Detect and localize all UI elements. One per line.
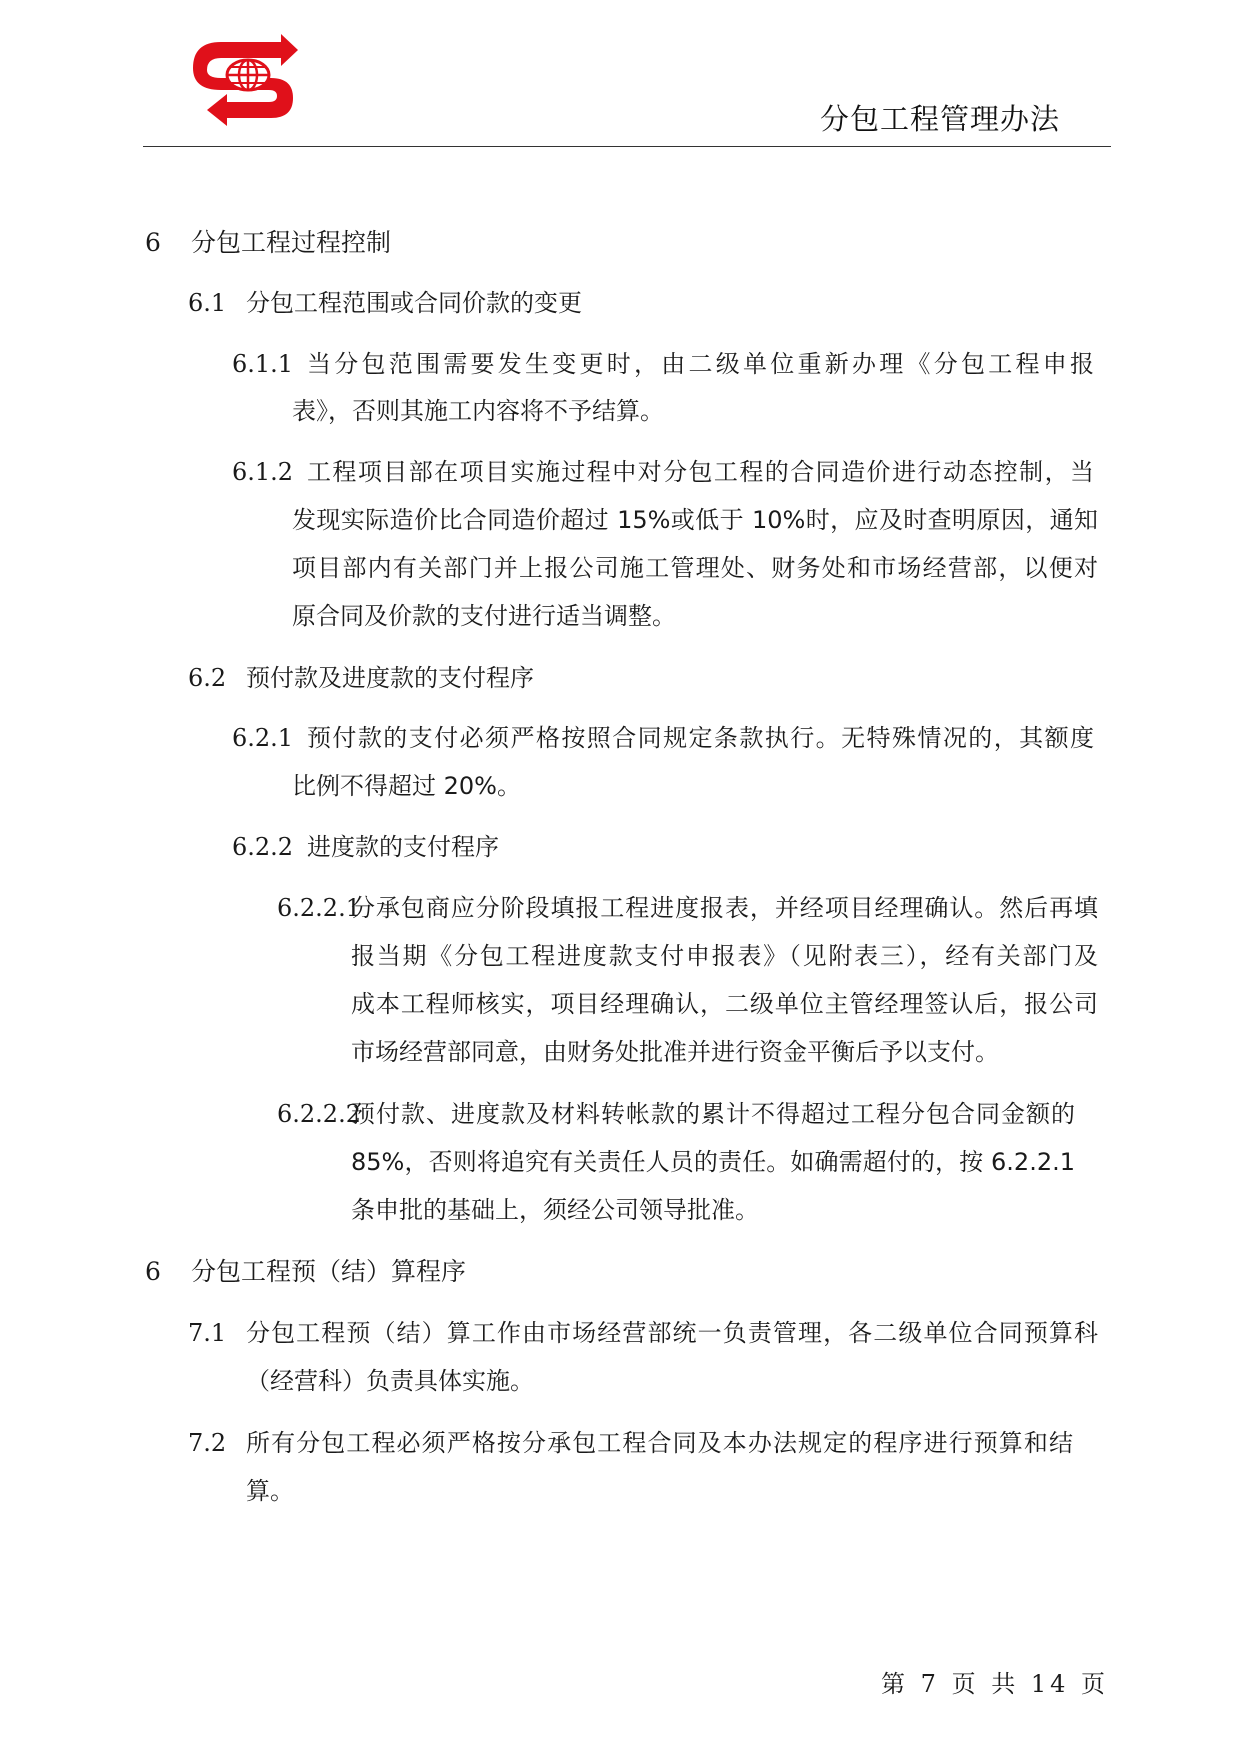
clause-6-2-2 <box>232 832 499 862</box>
clause-line: 分承包商应分阶段填报工程进度报表，并经项目经理确认。然后再填 <box>351 894 1098 922</box>
clause-line: 预付款的支付必须严格按照合同规定条款执行。无特殊情况的，其额度 <box>307 724 1094 752</box>
subsection-number: 6.1 <box>188 289 227 317</box>
subsection-heading <box>188 288 582 318</box>
clause-6-2-2-1 <box>277 893 1098 923</box>
clause-number: 7.2 <box>188 1429 227 1457</box>
clause-number: 7.1 <box>188 1319 227 1347</box>
clause-7-1 <box>188 1318 1098 1348</box>
clause-line: 所有分包工程必须严格按分承包工程合同及本办法规定的程序进行预算和结 <box>246 1429 1073 1457</box>
clause-line: 预付款、进度款及材料转帐款的累计不得超过工程分包合同金额的 <box>351 1100 1075 1128</box>
section-title: 分包工程过程控制 <box>191 228 392 257</box>
subsection-number: 6.2 <box>188 664 227 692</box>
clause-number: 6.2.2 <box>232 833 294 861</box>
clause-line: 比例不得超过 20%。 <box>292 772 521 800</box>
clause-line: 发现实际造价比合同造价超过 15%或低于 10%时，应及时查明原因，通知 <box>292 506 1098 534</box>
clause-line: 算。 <box>246 1477 294 1505</box>
clause-6-2-2-2 <box>277 1099 1075 1129</box>
section-heading <box>145 1257 466 1287</box>
section-number: 6 <box>145 1257 161 1286</box>
clause-number: 6.2.1 <box>232 724 294 752</box>
clause-line: （经营科）负责具体实施。 <box>246 1367 534 1395</box>
section-heading <box>145 228 391 258</box>
clause-line: 工程项目部在项目实施过程中对分包工程的合同造价进行动态控制，当 <box>307 458 1094 486</box>
clause-6-1-1 <box>232 349 1098 379</box>
clause-line: 成本工程师核实，项目经理确认，二级单位主管经理签认后，报公司 <box>351 990 1098 1018</box>
section-title: 分包工程预（结）算程序 <box>191 1257 467 1286</box>
subsection-heading <box>188 663 534 693</box>
page-number: 第 7 页 共 14 页 <box>881 1670 1109 1698</box>
clause-line: 原合同及价款的支付进行适当调整。 <box>292 602 676 630</box>
subsection-title: 预付款及进度款的支付程序 <box>246 664 534 692</box>
clause-7-2 <box>188 1428 1073 1458</box>
clause-line: 市场经营部同意，由财务处批准并进行资金平衡后予以支付。 <box>351 1038 999 1066</box>
clause-6-1-2 <box>232 457 1098 487</box>
clause-line: 当分包范围需要发生变更时，由二级单位重新办理《分包工程申报 <box>307 350 1094 378</box>
clause-number: 6.2.2.2 <box>277 1100 361 1128</box>
clause-number: 6.2.2.1 <box>277 894 361 922</box>
clause-line: 条申批的基础上，须经公司领导批准。 <box>351 1196 759 1224</box>
header-divider <box>143 146 1111 147</box>
section-number: 6 <box>145 228 161 257</box>
clause-line: 报当期《分包工程进度款支付申报表》（见附表三），经有关部门及 <box>351 942 1098 970</box>
clause-line: 表》，否则其施工内容将不予结算。 <box>292 397 664 425</box>
clause-title: 进度款的支付程序 <box>307 833 499 861</box>
document-title: 分包工程管理办法 <box>819 102 1060 136</box>
company-logo <box>193 28 303 128</box>
clause-6-2-1 <box>232 723 1098 753</box>
clause-line: 分包工程预（结）算工作由市场经营部统一负责管理，各二级单位合同预算科 <box>246 1319 1098 1347</box>
subsection-title: 分包工程范围或合同价款的变更 <box>246 289 582 317</box>
clause-line: 项目部内有关部门并上报公司施工管理处、财务处和市场经营部，以便对 <box>292 554 1098 582</box>
clause-number: 6.1.1 <box>232 350 294 378</box>
clause-number: 6.1.2 <box>232 458 294 486</box>
clause-line: 85%，否则将追究有关责任人员的责任。如确需超付的，按 6.2.2.1 <box>351 1148 1075 1176</box>
